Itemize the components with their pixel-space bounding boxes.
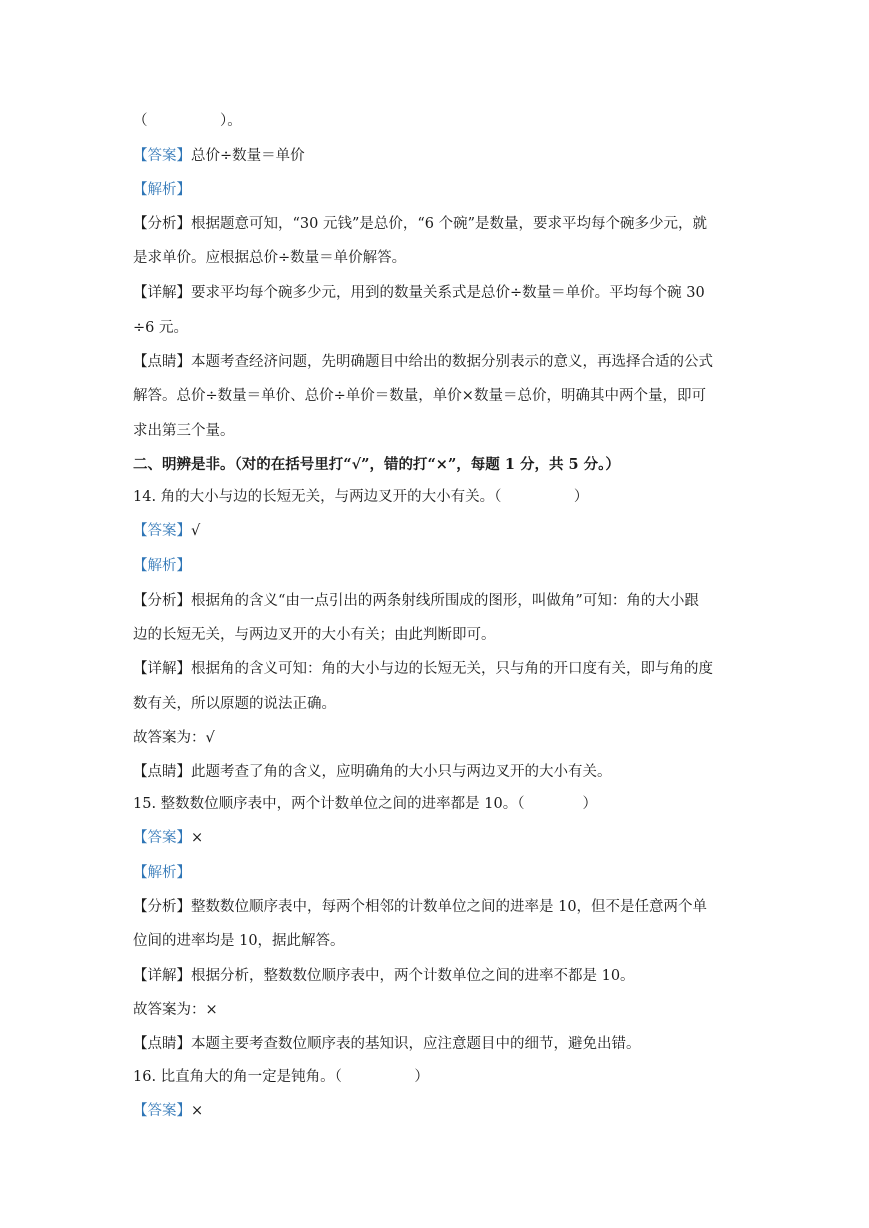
detail-text-line: 【详解】根据分析，整数数位顺序表中，两个计数单位之间的进率不都是 10。 — [133, 968, 635, 984]
answer-tag: 【答案】 — [133, 523, 191, 539]
comment-text-line: 【点睛】本题主要考查数位顺序表的基知识，应注意题目中的细节，避免出错。 — [133, 1036, 641, 1052]
answer-line: 【答案】× — [133, 830, 204, 846]
question-line: 14. 角的大小与边的长短无关，与两边叉开的大小有关。（ ） — [133, 489, 589, 505]
comment-text-line: 【点睛】此题考查了角的含义，应明确角的大小只与两边叉开的大小有关。 — [133, 764, 612, 780]
answer-line: 【答案】总价÷数量＝单价 — [133, 148, 305, 164]
analysis-text-line: 【分析】根据题意可知，“30 元钱”是总价，“6 个碗”是数量，要求平均每个碗多少元，就 — [133, 216, 708, 232]
analysis-tag: 【解析】 — [133, 558, 191, 574]
comment-text-line: 求出第三个量。 — [133, 423, 235, 439]
comment-text-line: 解答。总价÷数量＝单价、总价÷单价＝数量，单价×数量＝总价，明确其中两个量，即可 — [133, 388, 706, 404]
analysis-text-line: 是求单价。应根据总价÷数量＝单价解答。 — [133, 250, 407, 266]
analysis-heading — [133, 863, 191, 883]
detail-text-line: ÷6 元。 — [133, 320, 188, 336]
analysis-text-line: 位间的进率均是 10，据此解答。 — [133, 933, 345, 949]
answer-tag: 【答案】 — [133, 830, 191, 846]
analysis-heading — [133, 556, 191, 576]
conclusion-line: 故答案为：√ — [133, 730, 215, 746]
conclusion-line: 故答案为：× — [133, 1002, 218, 1018]
answer-line: 【答案】× — [133, 1103, 204, 1119]
question-line: 15. 整数数位顺序表中，两个计数单位之间的进率都是 10。（ ） — [133, 796, 597, 812]
section-heading: 二、明辨是非。（对的在括号里打“√”，错的打“×”，每题 1 分，共 5 分。） — [133, 456, 620, 473]
analysis-tag: 【解析】 — [133, 182, 191, 198]
answer-tag: 【答案】 — [133, 148, 191, 164]
analysis-text-line: 【分析】根据角的含义“由一点引出的两条射线所围成的图形，叫做角”可知：角的大小跟 — [133, 593, 699, 609]
analysis-text-line: 边的长短无关，与两边叉开的大小有关；由此判断即可。 — [133, 627, 496, 643]
analysis-tag: 【解析】 — [133, 865, 191, 881]
paren-blank-line: （ ）。 — [133, 113, 242, 129]
answer-line: 【答案】√ — [133, 523, 201, 539]
detail-text-line: 【详解】要求平均每个碗多少元，用到的数量关系式是总价÷数量＝单价。平均每个碗 30 — [133, 285, 705, 301]
question-line: 16. 比直角大的角一定是钝角。（ ） — [133, 1069, 429, 1085]
analysis-heading — [133, 180, 191, 200]
answer-tag: 【答案】 — [133, 1103, 191, 1119]
detail-text-line: 【详解】根据角的含义可知：角的大小与边的长短无关，只与角的开口度有关，即与角的度 — [133, 661, 713, 677]
detail-text-line: 数有关，所以原题的说法正确。 — [133, 696, 336, 712]
comment-text-line: 【点睛】本题考查经济问题，先明确题目中给出的数据分别表示的意义，再选择合适的公式 — [133, 354, 713, 370]
analysis-text-line: 【分析】整数数位顺序表中，每两个相邻的计数单位之间的进率是 10，但不是任意两个单 — [133, 899, 708, 915]
